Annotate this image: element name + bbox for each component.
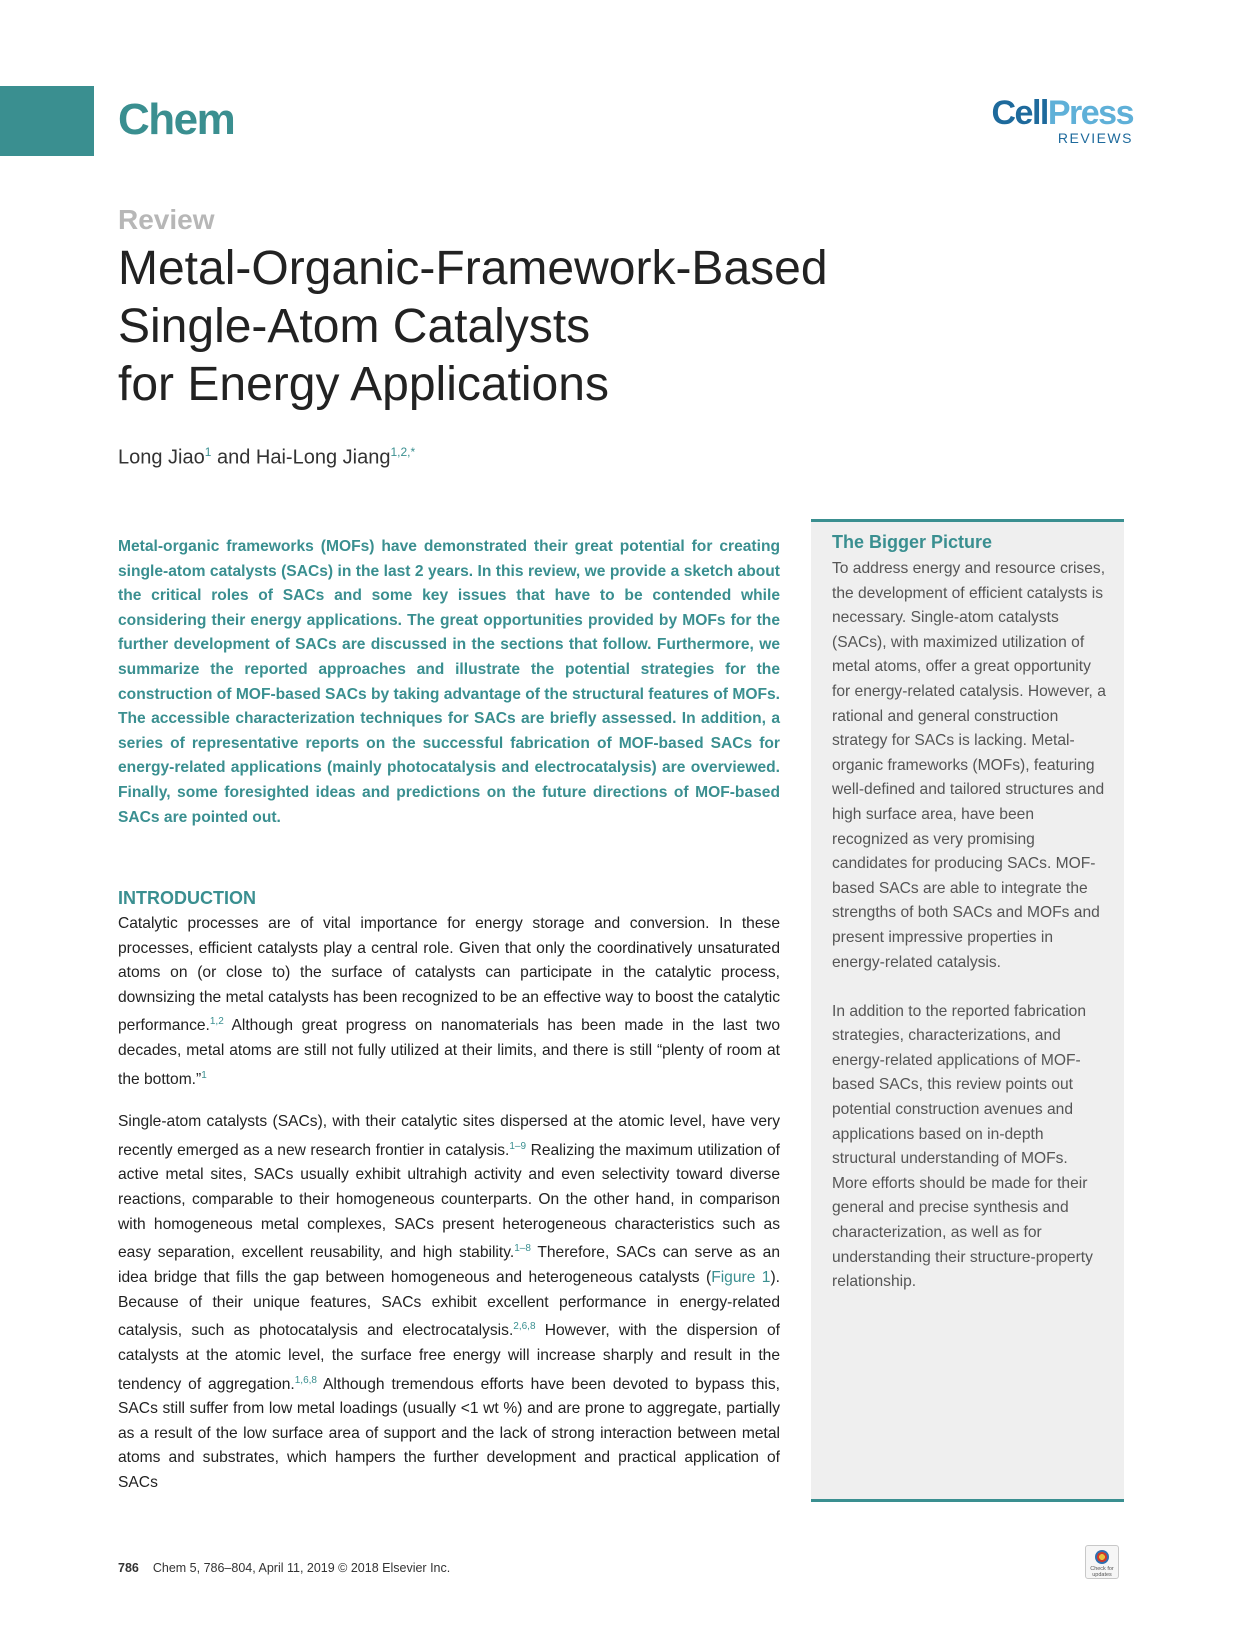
page-footer <box>118 1561 450 1575</box>
figure-link[interactable]: Figure 1 <box>711 1268 771 1286</box>
citation-link[interactable]: 1 <box>201 1069 207 1081</box>
author-list: Long Jiao$^1$ and Hai-Long Jiang$^{1,2,*}$ <box>118 445 416 469</box>
publisher-subtitle: REVIEWS <box>1057 130 1133 146</box>
bigger-picture-sidebar <box>811 519 1124 1502</box>
sidebar-paragraph: In addition to the reported fabrication strategies, characterizations, and energy-related applications of MOF-based SACs, this review points out potential construction avenues and applications based on in-depth structural understanding of MOFs. More efforts should be made for their general and precise synthesis and characterization, as well as for understanding their structure-property relationship. <box>832 1002 1093 1291</box>
abstract: Metal-organic frameworks (MOFs) have demonstrated their great potential for creating single-atom catalysts (SACs) in the last 2 years. In this review, we provide a sketch about the critical roles of SACs and some key issues that have to be contended while considering their energy applications. The great opportunities provided by MOFs for the further development of SACs are discussed in the sections that follow. Furthermore, we summarize the reported approaches and illustrate the potential strategies for the construction of MOF-based SACs by taking advantage of the structural features of MOFs. The accessible characterization techniques for SACs are briefly assessed. In addition, a series of representative reports on the successful fabrication of MOF-based SACs for energy-related applications (mainly photocatalysis and electrocatalysis) are overviewed. Finally, some foresighted ideas and predictions on the future directions of MOF-based SACs are pointed out. <box>118 538 780 826</box>
publisher-wordmark: CellPress <box>991 94 1133 132</box>
check-for-updates-button[interactable] <box>1085 1545 1119 1579</box>
title-line: Metal-Organic-Framework-Based <box>118 242 828 295</box>
badge-label: Check for updates <box>1090 1566 1114 1578</box>
affiliation-ref[interactable]: 1 <box>204 445 212 459</box>
article-type: Review <box>118 204 215 235</box>
citation-link[interactable]: 2,6,8 <box>513 1321 536 1333</box>
body-paragraph: Single-atom catalysts (SACs), with their catalytic sites dispersed at the atomic level, have very recently emerged as a new research frontier in catalysis.$^{1-9}$ Realizing the maximum utilization of active metal sites, SACs usually exhibit ultrahigh activity and even selectivity toward diverse reactions, comparable to their homogeneous counterparts. On the other hand, in comparison with homogeneous metal complexes, SACs present heterogeneous characteristics such as easy separation, excellent reusability, and high stability.$^{1-8}$ Therefore, SACs can serve as an idea bridge that fills the gap between homogeneous and heterogeneous catalysts (Figure 1). Because of their unique features, SACs exhibit excellent performance in energy-related catalysis, such as photocatalysis and electrocatalysis.$^{2,6,8}$ However, with the dispersion of catalysts at the atomic level, the surface free energy will increase sharply and result in the tendency of aggregation.$^{1,6,8}$ Although tremendous efforts have been devoted to bypass this, SACs still suffer from low metal loadings (usually <1 wt %) and are prone to aggregate, partially as a result of the low surface area of support and the lack of strong interaction between metal atoms and substrates, which hampers the further development and practical application of SACs <box>118 1113 780 1492</box>
sidebar-heading: The Bigger Picture <box>832 532 993 552</box>
author-name: Long Jiao <box>118 446 205 469</box>
citation-line: Chem 5, 786–804, April 11, 2019 © 2018 Elsevier Inc. <box>152 1561 451 1575</box>
publisher-logo <box>992 96 1134 146</box>
author-name: Hai-Long Jiang <box>255 446 391 469</box>
citation-link[interactable]: 1–9 <box>509 1140 527 1152</box>
page-number: 786 <box>118 1561 139 1575</box>
citation-link[interactable]: 1,6,8 <box>294 1374 317 1386</box>
sidebar-paragraph: To address energy and resource crises, the development of efficient catalysts is necessary. Single-atom catalysts (SACs), with maximized utilization of metal atoms, offer a great opportunity for energy-related catalysis. However, a rational and general construction strategy for SACs is lacking. Metal-organic frameworks (MOFs), featuring well-defined and tailored structures and high surface area, have been recognized as very promising candidates for producing SACs. MOF-based SACs are able to integrate the strengths of both SACs and MOFs and present impressive properties in energy-related catalysis. <box>832 560 1106 971</box>
section-heading: INTRODUCTION <box>118 888 256 908</box>
citation-link[interactable]: 1,2 <box>209 1016 224 1028</box>
title-line: for Energy Applications <box>118 358 609 411</box>
journal-color-tab <box>0 86 94 156</box>
article-title <box>118 240 898 414</box>
citation-link[interactable]: 1–8 <box>514 1243 531 1255</box>
affiliation-ref[interactable]: 1,2,* <box>390 445 416 459</box>
journal-name: Chem <box>118 95 235 144</box>
body-paragraph: Catalytic processes are of vital importance for energy storage and conversion. In these processes, efficient catalysts play a central role. Given that only the coordinatively unsaturated atoms on (or close to) the surface of catalysts can participate in the catalytic process, downsizing the metal catalysts has been recognized to be an effective way to boost the catalytic performance.$^{1,2}$ Although great progress on nanomaterials has been made in the last two decades, metal atoms are still not fully utilized at their limits, and there is still “plenty of room at the bottom.”$^1$ <box>118 915 780 1088</box>
crossmark-icon <box>1095 1550 1109 1564</box>
title-line: Single-Atom Catalysts <box>118 300 591 353</box>
